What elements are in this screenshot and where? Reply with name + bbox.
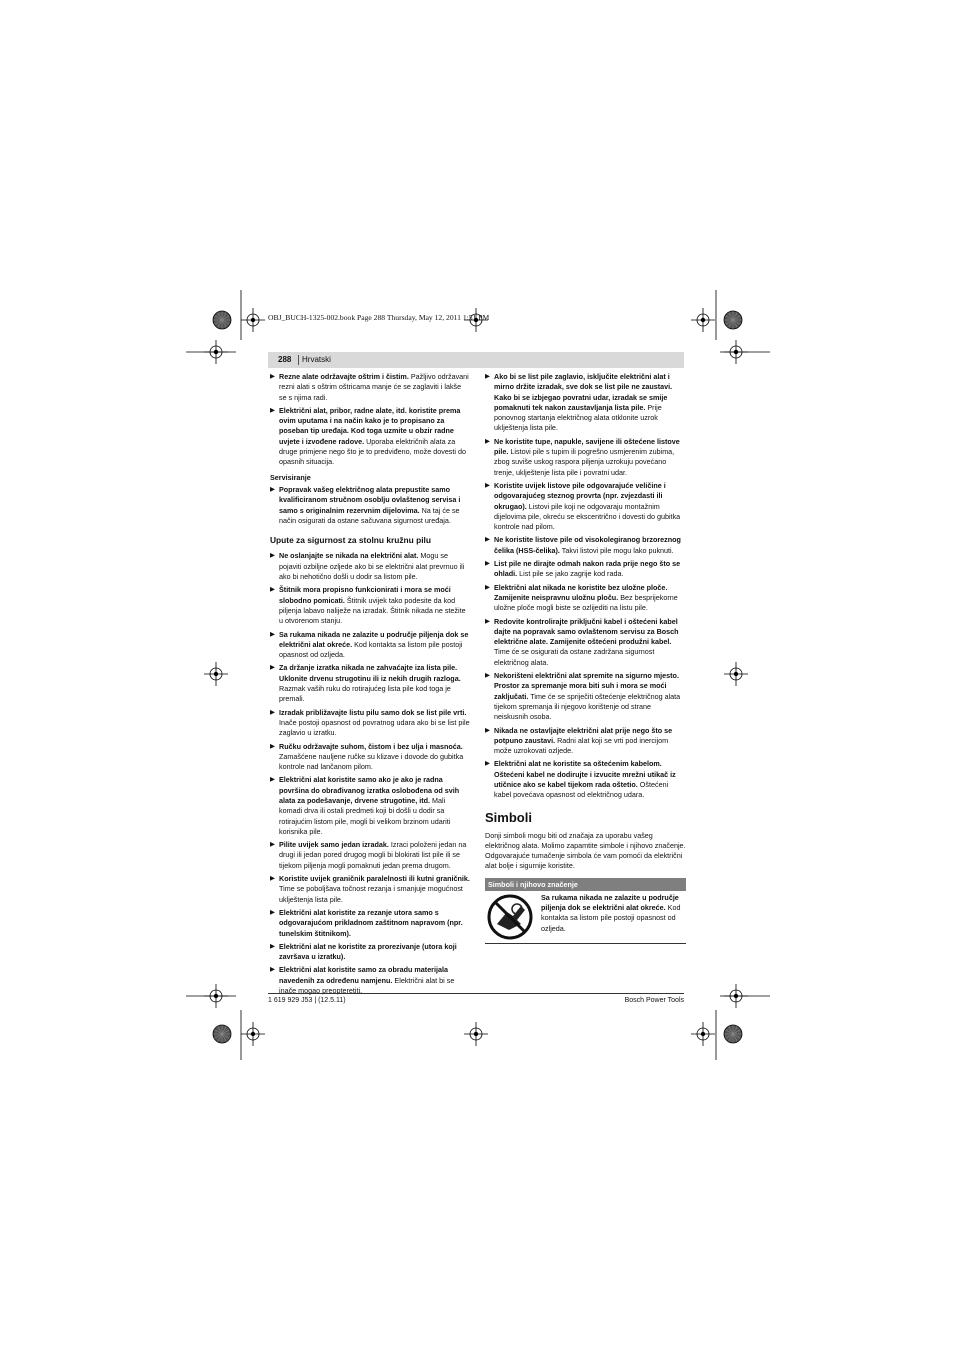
footer-code: 1 619 929 J53 | (12.5.11): [268, 997, 346, 1004]
bullet-bold: List pile ne dirajte odmah nakon rada prije nego što se ohladi.: [494, 559, 681, 579]
bullet-bold: Električni alat ne koristite za prorezivanje (utora koji završava u izratku).: [279, 941, 457, 962]
bullet-text: Inače postoji opasnost od povratnog udara ako bi se list pile zaglavio u izratku.: [279, 717, 470, 738]
symbol-desc-bold: Sa rukama nikada ne zalazite u područje piljenja dok se električni alat okreće.: [541, 892, 679, 913]
bullet-arrow-icon: ▶: [270, 406, 275, 414]
bullet-item: [270, 630, 470, 661]
bullet-arrow-icon: ▶: [270, 708, 275, 716]
bullet-item: [485, 535, 686, 556]
symbol-description: [541, 893, 687, 934]
bullet-text: Električni alat bi se inače mogao preopteretiti.: [279, 975, 455, 996]
page-language: Hrvatski: [302, 355, 331, 364]
bullet-arrow-icon: ▶: [270, 373, 275, 380]
bullet-arrow-icon: ▶: [270, 776, 275, 784]
bullet-text: Mali komadi drva ili ostali predmeti koji bi došli u dodir sa rotirajućim listom pile, mogli bi velikom brzinom udariti korisnika pile.: [279, 795, 451, 836]
registration-cross: [724, 662, 748, 686]
bullet-bold: Ne koristite listove pile od visokolegiranog brzoreznog čelika (HSS-čelika).: [494, 535, 681, 555]
bullet-bold: Ne koristite tupe, napukle, savijene ili oštećene listove pile.: [494, 436, 680, 457]
bullet-bold: Za držanje izratka nikada ne zahvaćajte iza lista pile. Uklonite drvenu strugotinu ili iz nekih drugih razloga.: [279, 663, 461, 683]
footer-rule: [268, 993, 684, 994]
bullet-item: [485, 617, 686, 668]
bullet-bold: Pilite uvijek samo jedan izradak.: [279, 840, 389, 850]
registration-cross: [724, 984, 748, 1008]
bullet-bold: Električni alat, pribor, radne alate, itd. koristite prema ovim uputama i na način kako je to propisano za poseban tip uređaja. Kod toga uzmite u obzir radne uvjete i izvođene radove.: [279, 405, 461, 446]
simboli-text: Donji simboli mogu biti od značaja za uporabu vašeg električnog alata. Molimo zapamtite simbole i njihovo značenje. Odgovarajuće tumačenje simbola će vam pomoći da električni alat bolje i sigurnije koristite.: [485, 830, 686, 871]
right-column: [485, 372, 686, 944]
bullet-text: Listovi pile s tupim ili pogrešno usmjerenim zubima, zbog suviše uskog raspora piljenja uzrokuju povećano trenje, uklještenje lista pile i povratni udar.: [494, 447, 675, 477]
registration-cross: [691, 308, 715, 332]
bullet-arrow-icon: ▶: [270, 966, 275, 974]
bullet-text: Na taj će se način osigurati da ostane sačuvana sigurnost uređaja.: [279, 505, 460, 525]
bullet-bold: Sa rukama nikada ne zalazite u područje piljenja dok se električni alat okreće.: [279, 629, 469, 649]
bullet-bold: Električni alat nikada ne koristite bez uložne ploče. Zamijenite neispravnu uložnu ploču.: [494, 582, 668, 602]
registration-cross: [724, 340, 748, 364]
bullet-arrow-icon: ▶: [270, 664, 275, 672]
print-line: OBJ_BUCH-1325-002.book Page 288 Thursday, May 12, 2011 1:51 PM: [268, 313, 490, 322]
bullet-item: [485, 559, 686, 580]
bullet-text: Time se poboljšava točnost rezanja i smanjuje mogućnost uklještenja lista pile.: [279, 884, 463, 904]
bullet-bold: Popravak vašeg električnog alata prepustite samo kvalificiranom stručnom osoblju ovlaštenog servisa i samo s originalnim rezervnim dijelovima.: [279, 484, 461, 515]
bullet-arrow-icon: ▶: [270, 485, 275, 493]
section-heading: Upute za sigurnost za stolnu kružnu pilu: [270, 535, 431, 546]
bullet-arrow-icon: ▶: [485, 373, 490, 380]
bullet-item: [485, 372, 686, 434]
bullet-text: Oštećeni kabel povećava opasnost od električnog udara.: [494, 779, 669, 800]
bullet-text: Uporaba električnih alata za druge primjene nego što je to predviđeno, može dovesti do opasnih situacija.: [279, 436, 466, 467]
registration-cross: [241, 308, 265, 332]
bullet-bold: Izradak približavajte listu pilu samo dok se list pile vrti.: [279, 707, 467, 717]
registration-cross: [241, 1022, 265, 1046]
bullet-arrow-icon: ▶: [485, 760, 490, 768]
bullet-bold: Redovite kontrolirajte priključni kabel i oštećeni kabel dajte na popravak samo ovlaštenom servisu za Bosch električne alate. Zamijenite oštećeni produžni kabel.: [494, 616, 679, 647]
bullet-bold: Električni alat koristite za rezanje utora samo s odgovarajućom prikladnom zaštitnom napravom (npr. tunelskim štitnikom).: [279, 907, 463, 938]
bullet-item: [270, 840, 470, 871]
registration-cross: [691, 1022, 715, 1046]
bullet-bold: Električni alat koristite samo za obradu materijala navedenih za određenu namjenu.: [279, 965, 448, 985]
bullet-text: Bez besprijekorne uložne ploče mogli biste se ozlijediti na listu pile.: [494, 592, 678, 613]
bullet-item: [270, 742, 470, 773]
bullet-text: Štitnik uvijek tako podesite da kod piljenja labavo naliježe na izradak. Štitnik nikada ne stežite u otvorenom stanju.: [279, 595, 466, 626]
bullet-text: Listovi pile koji ne odgovaraju montažnim dijelovima pile, okreću se ekscentrično i dovesti do gubitka kontrole nad pilom.: [494, 501, 681, 532]
servis-heading: Servisiranje: [270, 472, 311, 482]
bullet-bold: Električni alat ne koristite sa oštećenim kabelom. Oštećeni kabel ne dodirujte i izvucite mrežni utikač iz utičnice ako se kabel tijekom rada oštetio.: [494, 759, 676, 789]
bullet-item: [485, 759, 686, 800]
bullet-item: [270, 372, 470, 403]
bullet-bold: Rezne alate održavajte oštrim i čistim.: [279, 372, 409, 381]
bullet-text: Pažljivo održavani rezni alati s oštrim oštricama manje će se zaglaviti i lakše se s njima radi.: [279, 372, 469, 402]
bullet-text: Mogu se pojaviti ozbiljne ozljede ako bi se električni alat prevrnuo ili ako bi nehotično došli u dodir sa listom pile.: [279, 551, 465, 582]
bullet-arrow-icon: ▶: [485, 536, 490, 544]
bullet-item: [270, 775, 470, 837]
registration-disk: [213, 1025, 231, 1043]
bullet-arrow-icon: ▶: [485, 583, 490, 591]
bullet-item: [270, 406, 470, 468]
bullet-item: [270, 708, 470, 739]
registration-cross: [204, 662, 228, 686]
bullet-arrow-icon: ▶: [270, 586, 275, 594]
symbol-table-row: [485, 891, 686, 944]
bullet-bold: Električni alat koristite samo ako je ako je radna površina do obrađivanog izratka oslobođena od svih alata za podešavanje, drvene strugotine, itd.: [279, 775, 460, 805]
symbol-desc-text: Kod kontakta sa listom pile postoji opasnost od ozljeda.: [541, 903, 681, 933]
bullet-arrow-icon: ▶: [485, 437, 490, 445]
bullet-arrow-icon: ▶: [270, 875, 275, 883]
registration-disk: [213, 311, 231, 329]
symbol-table-header: Simboli i njihovo značenje: [485, 878, 686, 891]
registration-cross: [204, 340, 228, 364]
bullet-text: Zamašćene nauljene ručke su klizave i dovode do gubitka kontrole nad lančanom pilom.: [279, 751, 464, 772]
bullet-text: Time će se spriječiti oštećenje električnog alata tijekom spremanja ili njegovo korištenje od strane neiskusnih osoba.: [494, 691, 681, 722]
bullet-bold: Koristite uvijek graničnik paralelnosti ili kutni graničnik.: [279, 874, 470, 884]
bullet-item: [485, 726, 686, 757]
page-header: [268, 352, 684, 368]
bullet-text: List pile se jako zagrije kod rada.: [517, 569, 624, 579]
bullet-arrow-icon: ▶: [270, 942, 275, 950]
footer-brand: Bosch Power Tools: [624, 997, 684, 1004]
bullet-arrow-icon: ▶: [485, 726, 490, 734]
bullet-item: [485, 437, 686, 478]
bullet-text: Razmak vaših ruku do rotirajućeg lista pile kod toga je premali.: [279, 684, 451, 704]
bullet-bold: Štitnik mora propisno funkcionirati i mora se moći slobodno pomicati.: [279, 585, 451, 605]
left-column: [270, 372, 470, 999]
registration-cross: [204, 984, 228, 1008]
bullet-arrow-icon: ▶: [270, 742, 275, 750]
registration-cross: [464, 1022, 488, 1046]
registration-disk: [724, 1025, 742, 1043]
no-hands-saw-icon: [487, 894, 533, 940]
registration-disk: [724, 311, 742, 329]
bullet-text: Takvi listovi pile mogu lako puknuti.: [559, 545, 674, 555]
bullet-item: [485, 583, 686, 614]
bullet-text: Time će se osigurati da ostane zadržana sigurnost električnog alata.: [494, 647, 655, 667]
bullet-text: Radni alat koji se vrti pod inercijom može uzrokovati ozljede.: [494, 735, 669, 756]
bullet-arrow-icon: ▶: [270, 630, 275, 638]
bullet-text: Prije ponovnog startanja električnog alata otklonite uzrok uklještenja lista pile.: [494, 402, 662, 433]
bullet-arrow-icon: ▶: [270, 908, 275, 916]
bullet-arrow-icon: ▶: [485, 617, 490, 625]
bullet-bold: Ako bi se list pile zaglavio, isključite električni alat i mirno držite izradak, sve dok se list pile ne zaustavi. Kako bi se izbjegao povratni udar, izradak se smije pomaknuti tek nakon zaustavljanja lista pile.: [494, 372, 673, 412]
bullet-item: [270, 874, 470, 905]
bullet-item: [270, 551, 470, 582]
bullet-arrow-icon: ▶: [485, 560, 490, 568]
bullet-bold: Nikada ne ostavljajte električni alat prije nego što se potpuno zaustavi.: [494, 725, 673, 745]
bullet-item: [485, 481, 686, 532]
header-divider: [298, 355, 299, 365]
bullet-bold: Nekorišteni električni alat spremite na sigurno mjesto. Prostor za spremanje mora biti suh i mora se moći zaključati.: [494, 671, 679, 701]
bullet-text: Izraci položeni jedan na drugi ili jedan pored drugog mogli bi blokirati list pile ili se tijekom piljenja mogli pomaknuti jedan prema drugom.: [279, 840, 467, 870]
page-number: 288: [278, 355, 292, 364]
bullet-bold: Ne oslanjajte se nikada na električni alat.: [279, 551, 419, 561]
bullet-item: [270, 942, 470, 963]
bullet-item: [485, 671, 686, 722]
bullet-text: Kod kontakta sa listom pile postoji opasnost od ozljeda.: [279, 639, 463, 660]
bullet-arrow-icon: ▶: [485, 672, 490, 680]
bullet-item: [270, 485, 470, 526]
bullet-item: [270, 585, 470, 626]
bullet-bold: Koristite uvijek listove pile odgovarajuće veličine i odgovarajućeg steznog provrta (npr. zvjezdasti ili okrugao).: [494, 480, 666, 511]
bullet-arrow-icon: ▶: [270, 841, 275, 849]
bullet-item: [270, 663, 470, 704]
bullet-arrow-icon: ▶: [485, 481, 490, 489]
simboli-title: Simboli: [485, 809, 532, 825]
bullet-item: [270, 908, 470, 939]
bullet-item: [270, 965, 470, 996]
bullet-bold: Ručku održavajte suhom, čistom i bez ulja i masnoća.: [279, 741, 463, 751]
bullet-arrow-icon: ▶: [270, 552, 275, 560]
